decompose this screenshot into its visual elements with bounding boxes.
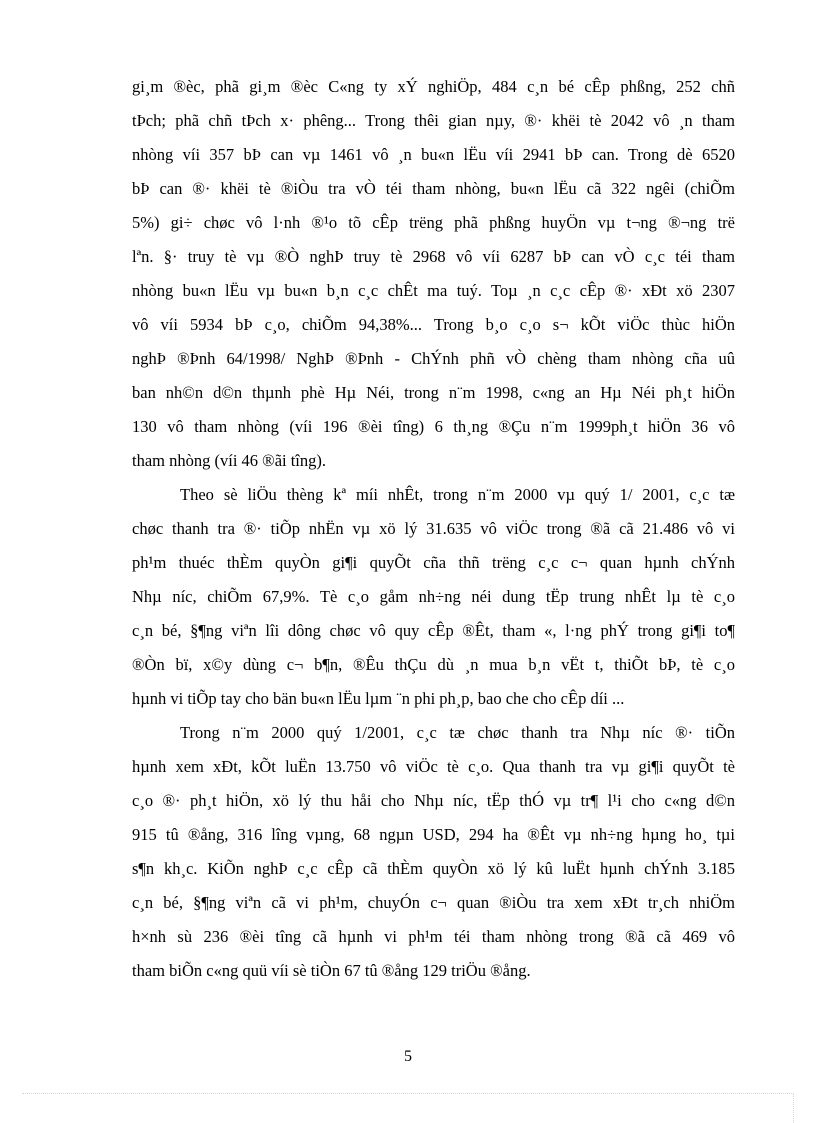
text-line: tham nhòng (víi 46 ®ãi tîng). bbox=[132, 451, 327, 470]
text-line: 130 vô tham nhòng (víi 196 ®èi tîng) 6 th¸ng ®Çu n¨m 1999ph¸t hiÖn 36 vô bbox=[132, 417, 735, 436]
text-line: Nhµ níc, chiÕm 67,9%. Tè c¸o gåm nh÷ng néi dung tËp trung nhÊt lµ tè c¸o bbox=[132, 587, 735, 606]
paragraph bbox=[132, 478, 735, 716]
text-line: ph¹m thuéc thÈm quyÒn gi¶i quyÕt cña thñ trëng c¸c c¬ quan hµnh chÝnh bbox=[132, 553, 735, 572]
text-line: tham biÕn c«ng quü víi sè tiÒn 67 tû ®ång 129 triÖu ®ång. bbox=[132, 961, 531, 980]
paragraph bbox=[132, 70, 735, 478]
page-number: 5 bbox=[404, 1048, 412, 1065]
text-line: ®Òn bï, x©y dùng c¬ b¶n, ®Êu thÇu dù ¸n mua b¸n vËt t, thiÕt bÞ, tè c¸o bbox=[132, 655, 735, 674]
text-line: chøc thanh tra ®· tiÕp nhËn vµ xö lý 31.635 vô viÖc trong ®ã cã 21.486 vô vi bbox=[132, 519, 735, 538]
paragraph bbox=[132, 716, 735, 988]
text-line: vô víi 5934 bÞ c¸o, chiÕm 94,38%... Trong b¸o c¸o s¬ kÕt viÖc thùc hiÖn bbox=[132, 315, 735, 334]
text-line: 915 tû ®ång, 316 lîng vµng, 68 ngµn USD, 294 ha ®Êt vµ nh÷ng hµng ho¸ tµi bbox=[132, 825, 735, 844]
text-line: nghÞ ®Þnh 64/1998/ NghÞ ®Þnh - ChÝnh phñ vÒ chèng tham nhòng cña uû bbox=[132, 349, 735, 368]
text-line: c¸n bé, §¶ng viªn cã vi ph¹m, chuyÓn c¬ quan ®iÒu tra xem xÐt tr¸ch nhiÖm bbox=[132, 893, 735, 912]
text-line: lªn. §· truy tè vµ ®Ò nghÞ truy tè 2968 vô víi 6287 bÞ can vÒ c¸c téi tham bbox=[132, 247, 735, 266]
text-line: bÞ can ®· khëi tè ®iÒu tra vÒ téi tham nhòng, bu«n lËu cã 322 ngêi (chiÕm bbox=[132, 179, 735, 198]
text-line: hµnh xem xÐt, kÕt luËn 13.750 vô viÖc tè c¸o. Qua thanh tra vµ gi¶i quyÕt tè bbox=[132, 757, 735, 776]
body-text bbox=[132, 70, 735, 988]
page-border-divider bbox=[793, 1093, 794, 1123]
text-line: h×nh sù 236 ®èi tîng cã hµnh vi ph¹m téi tham nhòng trong ®ã cã 469 vô bbox=[132, 927, 735, 946]
text-line: c¸n bé, §¶ng viªn lîi dông chøc vô quy cÊp ®Êt, tham «, l·ng phÝ trong gi¶i to¶ bbox=[132, 621, 735, 640]
text-line: nhòng víi 357 bÞ can vµ 1461 vô ¸n bu«n lËu víi 2941 bÞ can. Trong dè 6520 bbox=[132, 145, 735, 164]
text-line: Theo sè liÖu thèng kª míi nhÊt, trong n¨m 2000 vµ quý 1/ 2001, c¸c tæ bbox=[180, 485, 735, 504]
text-line: 5%) gi÷ chøc vô l·nh ®¹o tõ cÊp trëng phã phßng huyÖn vµ t¬ng ®¬ng trë bbox=[132, 213, 735, 232]
text-line: ban nh©n d©n thµnh phè Hµ Néi, trong n¨m 1998, c«ng an Hµ Néi ph¸t hiÖn bbox=[132, 383, 735, 402]
text-line: Trong n¨m 2000 quý 1/2001, c¸c tæ chøc thanh tra Nhµ níc ®· tiÕn bbox=[180, 723, 735, 742]
text-line: tÞch; phã chñ tÞch x· phêng... Trong thêi gian nµy, ®· khëi tè 2042 vô ¸n tham bbox=[132, 111, 735, 130]
text-line: s¶n kh¸c. KiÕn nghÞ c¸c cÊp cã thÈm quyÒn xö lý kû luËt hµnh chÝnh 3.185 bbox=[132, 859, 735, 878]
text-line: gi¸m ®èc, phã gi¸m ®èc C«ng ty xÝ nghiÖp, 484 c¸n bé cÊp phßng, 252 chñ bbox=[132, 77, 735, 96]
text-line: c¸o ®· ph¸t hiÖn, xö lý thu håi cho Nhµ níc, tËp thÓ vµ tr¶ l¹i cho c«ng d©n bbox=[132, 791, 735, 810]
text-line: hµnh vi tiÕp tay cho bän bu«n lËu lµm ¨n phi ph¸p, bao che cho cÊp díi ... bbox=[132, 689, 625, 708]
text-line: nhòng bu«n lËu vµ bu«n b¸n c¸c chÊt ma tuý. Toµ ¸n c¸c cÊp ®· xÐt xö 2307 bbox=[132, 281, 735, 300]
page-border-divider bbox=[22, 1093, 794, 1094]
